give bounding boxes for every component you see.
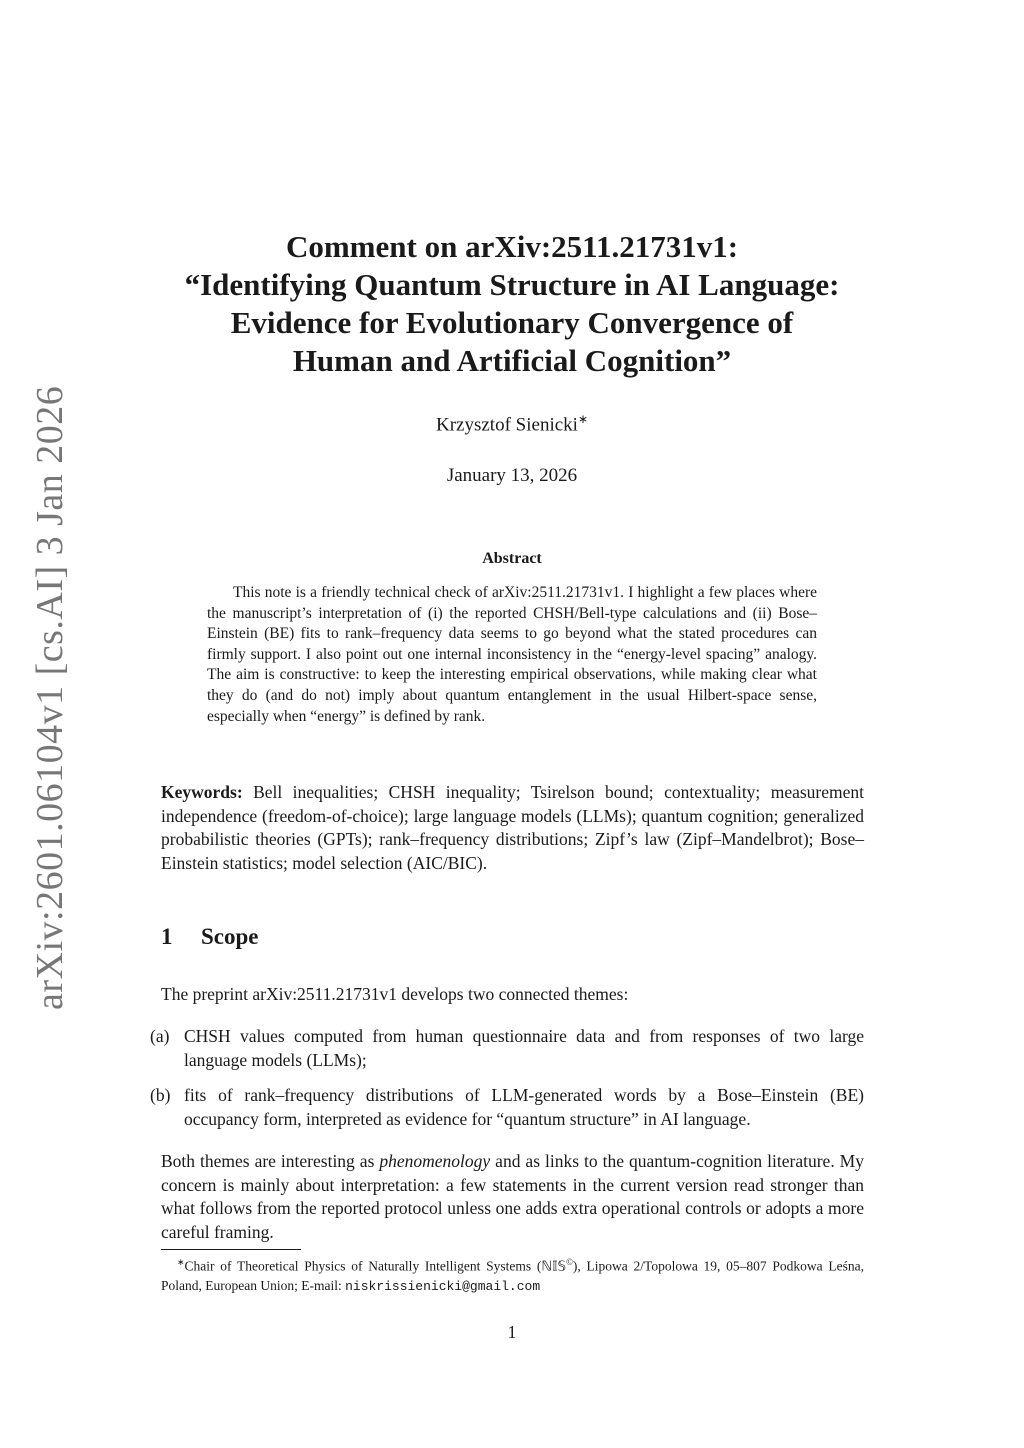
- section-intro: The preprint arXiv:2511.21731v1 develops two connected themes:: [161, 984, 629, 1004]
- section-heading: [161, 924, 259, 950]
- publication-date: January 13, 2026: [446, 465, 578, 486]
- section-number: 1: [161, 924, 173, 949]
- keywords-text: Bell inequalities; CHSH inequality; Tsirelson bound; contextuality; measurement independence (freedom-of-choice); large language models (LLMs); quantum cognition; generalized probabilistic theories (GPTs); rank–frequency distributions; Zipf’s law (Zipf–Mandelbrot); Bose–Einstein statistics; model selection (AIC/BIC).: [161, 782, 865, 873]
- abstract-heading: Abstract: [482, 550, 542, 567]
- para-text-start: Both themes are interesting as: [161, 1151, 380, 1171]
- copyright-mark: ©: [566, 1257, 573, 1267]
- title-line-2: “Identifying Quantum Structure in AI Language:: [184, 267, 840, 302]
- paper-title: [140, 228, 884, 380]
- section-title: Scope: [201, 924, 259, 949]
- author-name: Krzysztof Sienicki: [436, 414, 578, 436]
- list-item: [150, 1025, 864, 1072]
- list-item-text: fits of rank–frequency distributions of LLM-generated words by a Bose–Einstein (BE) occupancy form, interpreted as evidence for “quantum structure” in AI language.: [184, 1085, 864, 1129]
- title-line-3: Evidence for Evolutionary Convergence of: [230, 305, 794, 340]
- page-number: 1: [507, 1322, 517, 1342]
- arxiv-identifier-stamp: arXiv:2601.06104v1 [cs.AI] 3 Jan 2026: [29, 385, 71, 1010]
- body-paragraph: [161, 1150, 864, 1244]
- footnote: [161, 1253, 864, 1297]
- abstract-body: This note is a friendly technical check of arXiv:2511.21731v1. I highlight a few places where the manuscript’s interpretation of (i) the reported CHSH/Bell-type calculations and (ii) Bose–Einstein (BE) fits to rank–frequency data seems to go beyond what the stated procedures can firmly support. I also point out one internal inconsistency in the “energy-level spacing” analogy. The aim is constructive: to keep the interesting empirical observations, while making clear what they do (and do not) imply about quantum entanglement in the usual Hilbert-space sense, especially when “energy” is defined by rank.: [207, 584, 817, 725]
- list-item-marker: (b): [150, 1085, 171, 1105]
- para-text-end: and as links to the quantum-cognition literature. My concern is mainly about interpretation: a few statements in the current version read stronger than what follows from the reported protocol unless one adds extra operational controls or adopts a more careful framing.: [161, 1151, 864, 1242]
- author-email-link[interactable]: niskrissienicki@gmail.com: [345, 1279, 541, 1294]
- title-line-4: Human and Artificial Cognition”: [292, 343, 732, 378]
- author: [0, 412, 1024, 436]
- footnote-divider: [161, 1249, 301, 1250]
- keywords-label: Keywords:: [161, 782, 243, 802]
- footnote-mark: ∗: [177, 1257, 185, 1267]
- list-item-marker: (a): [150, 1026, 170, 1046]
- list-item: [150, 1084, 864, 1131]
- para-emphasis: phenomenology: [379, 1151, 491, 1171]
- list-item-text: CHSH values computed from human questionnaire data and from responses of two large language models (LLMs);: [184, 1026, 864, 1070]
- footnote-affiliation: Chair of Theoretical Physics of Naturally Intelligent Systems (ℕ𝕀𝕊: [184, 1258, 567, 1274]
- title-line-1: Comment on arXiv:2511.21731v1:: [285, 229, 739, 264]
- keywords: [161, 781, 864, 875]
- footnote-address: ), Lipowa 2/Topolowa 19, 05–807 Podkowa Leśna, Poland, European Union; E-mail:: [161, 1258, 865, 1293]
- author-footnote-mark[interactable]: ∗: [577, 412, 588, 426]
